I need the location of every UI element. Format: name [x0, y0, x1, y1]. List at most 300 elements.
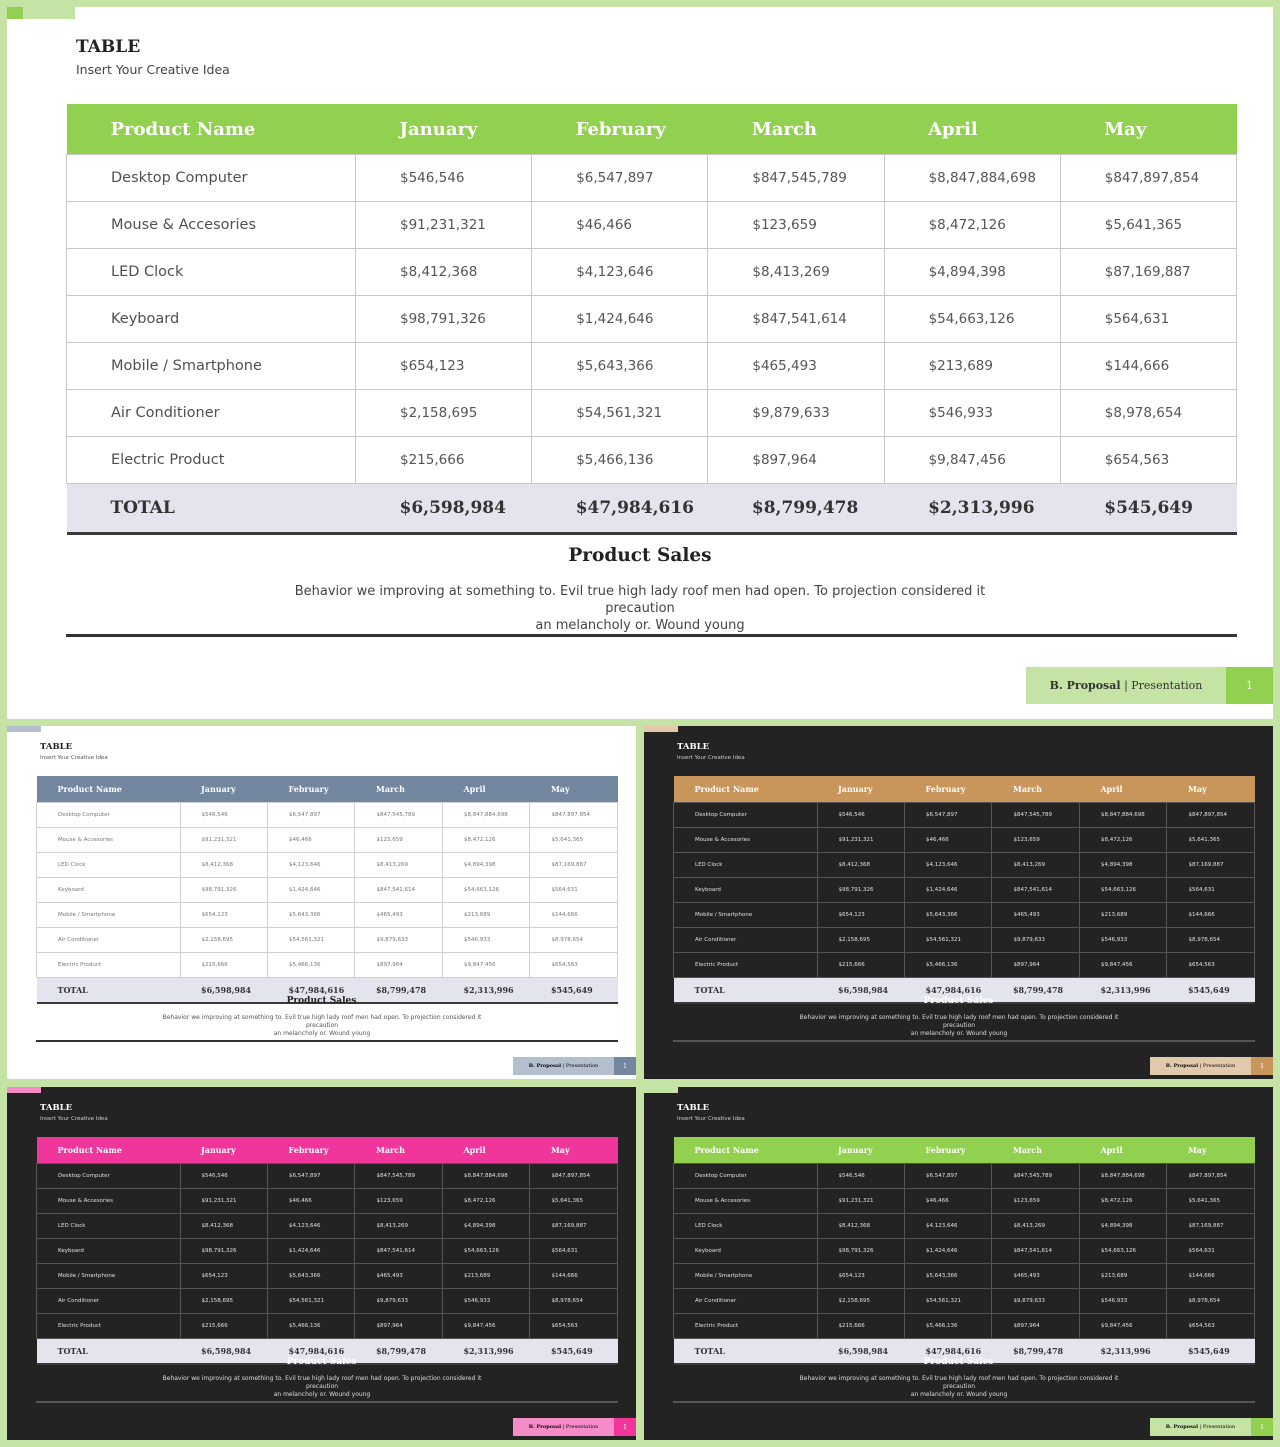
value-cell: $847,897,854	[530, 803, 618, 828]
value-cell: $654,563	[1060, 437, 1236, 484]
value-cell: $46,466	[905, 828, 992, 853]
table-row	[674, 1164, 1255, 1189]
value-cell: $8,978,654	[1060, 390, 1236, 437]
value-cell: $123,659	[708, 202, 884, 249]
column-header: January	[201, 784, 236, 794]
caption-text	[146, 1014, 498, 1038]
table-row	[37, 1189, 618, 1214]
value-cell: $6,547,897	[532, 155, 708, 202]
value-cell: $465,493	[992, 903, 1079, 928]
total-label: TOTAL	[674, 1339, 818, 1365]
value-cell: $91,231,321	[817, 1189, 904, 1214]
value-cell: $2,158,695	[817, 1289, 904, 1314]
column-header: March	[375, 784, 405, 794]
product-name-cell: LED Clock	[674, 853, 818, 878]
value-cell: $46,466	[268, 828, 355, 853]
total-value: $47,984,616	[268, 1339, 355, 1365]
value-cell: $2,158,695	[817, 928, 904, 953]
caption-line-1: Behavior we improving at something to. Evil true high lady roof men had open. To projection considered it precaution	[294, 584, 986, 616]
value-cell: $1,424,646	[532, 296, 708, 343]
slide-title: TABLE	[76, 37, 141, 57]
total-value: $8,799,478	[355, 1339, 442, 1365]
column-header: March	[1012, 784, 1042, 794]
table-header-row	[37, 1137, 618, 1164]
table-row	[37, 828, 618, 853]
product-name-cell: Electric Product	[67, 437, 356, 484]
slide-title: TABLE	[40, 742, 73, 752]
value-cell: $5,643,366	[532, 343, 708, 390]
value-cell: $5,466,136	[268, 953, 355, 978]
total-value: $47,984,616	[268, 978, 355, 1004]
total-value: $545,649	[530, 1339, 618, 1365]
footer-brand-bold: B. Proposal	[528, 1424, 562, 1430]
slide-title: TABLE	[677, 742, 710, 752]
value-cell: $4,894,398	[1079, 1214, 1166, 1239]
value-cell: $8,847,884,698	[1079, 803, 1166, 828]
value-cell: $847,897,854	[1167, 1164, 1255, 1189]
sales-table	[36, 1137, 618, 1365]
value-cell: $213,689	[884, 343, 1060, 390]
total-label: TOTAL	[67, 484, 356, 534]
value-cell: $546,933	[442, 1289, 529, 1314]
value-cell: $215,666	[817, 1314, 904, 1339]
table-row	[674, 928, 1255, 953]
footer-brand-bold: B. Proposal	[528, 1063, 562, 1069]
slide-tab-decoration	[7, 726, 41, 732]
divider	[36, 1040, 618, 1042]
caption-line-1: Behavior we improving at something to. Evil true high lady roof men had open. To projection considered it precaution	[162, 1375, 482, 1390]
product-name-cell: Keyboard	[37, 1239, 181, 1264]
value-cell: $5,466,136	[905, 953, 992, 978]
value-cell: $91,231,321	[817, 828, 904, 853]
product-name-cell: Mobile / Smartphone	[674, 1264, 818, 1289]
footer-brand	[513, 1424, 614, 1430]
total-value: $2,313,996	[1079, 978, 1166, 1004]
table-row	[67, 202, 1237, 249]
value-cell: $54,561,321	[268, 928, 355, 953]
table-row	[674, 1214, 1255, 1239]
page-number: 1	[1251, 1418, 1273, 1436]
value-cell: $87,169,887	[1060, 249, 1236, 296]
product-name-cell: LED Clock	[37, 1214, 181, 1239]
value-cell: $9,847,456	[1079, 1314, 1166, 1339]
value-cell: $8,472,126	[442, 1189, 529, 1214]
total-value: $47,984,616	[905, 978, 992, 1004]
value-cell: $1,424,646	[268, 1239, 355, 1264]
value-cell: $546,546	[817, 803, 904, 828]
total-value: $47,984,616	[532, 484, 708, 534]
table-row	[674, 1239, 1255, 1264]
value-cell: $564,631	[530, 878, 618, 903]
footer-badge	[513, 1057, 636, 1075]
page-number: 1	[614, 1057, 636, 1075]
column-header: March	[751, 118, 817, 140]
value-cell: $654,563	[530, 1314, 618, 1339]
slide-subtitle: Insert Your Creative Idea	[40, 1116, 108, 1122]
product-name-cell: Electric Product	[674, 1314, 818, 1339]
value-cell: $546,546	[180, 803, 267, 828]
value-cell: $654,123	[180, 903, 267, 928]
page-number: 1	[1251, 1057, 1273, 1075]
product-name-cell: Mobile / Smartphone	[674, 903, 818, 928]
value-cell: $9,847,456	[442, 953, 529, 978]
total-value: $2,313,996	[1079, 1339, 1166, 1365]
column-header: January	[399, 118, 478, 140]
value-cell: $1,424,646	[905, 878, 992, 903]
total-value: $2,313,996	[442, 978, 529, 1004]
value-cell: $8,847,884,698	[884, 155, 1060, 202]
divider	[673, 1040, 1255, 1042]
value-cell: $46,466	[905, 1189, 992, 1214]
value-cell: $144,666	[1167, 1264, 1255, 1289]
table-row	[37, 1314, 618, 1339]
caption-text	[783, 1014, 1135, 1038]
column-header: January	[201, 1145, 236, 1155]
table-row	[674, 803, 1255, 828]
value-cell: $897,964	[992, 953, 1079, 978]
table-header-row	[674, 776, 1255, 803]
value-cell: $654,123	[817, 903, 904, 928]
value-cell: $564,631	[1060, 296, 1236, 343]
value-cell: $8,413,269	[355, 853, 442, 878]
value-cell: $8,412,368	[180, 1214, 267, 1239]
product-name-cell: LED Clock	[674, 1214, 818, 1239]
product-name-cell: Keyboard	[674, 878, 818, 903]
table-row	[37, 953, 618, 978]
slide-variant-tan	[644, 726, 1273, 1079]
product-name-cell: Mobile / Smartphone	[67, 343, 356, 390]
sales-table	[36, 776, 618, 1004]
product-name-cell: Electric Product	[674, 953, 818, 978]
value-cell: $8,412,368	[817, 853, 904, 878]
footer-brand	[1150, 1424, 1251, 1430]
value-cell: $5,466,136	[268, 1314, 355, 1339]
value-cell: $847,541,614	[355, 1239, 442, 1264]
table-row	[67, 155, 1237, 202]
slide-title: TABLE	[677, 1103, 710, 1113]
value-cell: $5,641,365	[1167, 1189, 1255, 1214]
value-cell: $54,561,321	[532, 390, 708, 437]
footer-brand	[513, 1063, 614, 1069]
column-header: Product Name	[694, 1145, 759, 1155]
value-cell: $4,894,398	[1079, 853, 1166, 878]
product-name-cell: Keyboard	[37, 878, 181, 903]
value-cell: $144,666	[1167, 903, 1255, 928]
value-cell: $4,894,398	[442, 853, 529, 878]
column-header: February	[925, 1145, 966, 1155]
total-value: $6,598,984	[817, 1339, 904, 1365]
footer-badge	[513, 1418, 636, 1436]
slide-main	[7, 7, 1273, 719]
value-cell: $4,894,398	[884, 249, 1060, 296]
value-cell: $8,472,126	[442, 828, 529, 853]
caption-title: Product Sales	[286, 996, 357, 1006]
value-cell: $654,563	[1167, 1314, 1255, 1339]
value-cell: $8,472,126	[884, 202, 1060, 249]
column-header: April	[463, 1145, 486, 1155]
value-cell: $213,689	[442, 1264, 529, 1289]
value-cell: $46,466	[268, 1189, 355, 1214]
caption-line-2: an melancholy or. Wound young	[910, 1391, 1008, 1398]
total-value: $6,598,984	[180, 978, 267, 1004]
value-cell: $87,169,887	[530, 853, 618, 878]
value-cell: $847,541,614	[992, 878, 1079, 903]
value-cell: $144,666	[530, 1264, 618, 1289]
value-cell: $847,541,614	[355, 878, 442, 903]
value-cell: $897,964	[708, 437, 884, 484]
value-cell: $5,466,136	[532, 437, 708, 484]
table-row	[37, 928, 618, 953]
slide-variant-green	[644, 1087, 1273, 1440]
table-row	[674, 828, 1255, 853]
value-cell: $654,123	[356, 343, 532, 390]
footer-badge	[1150, 1057, 1273, 1075]
value-cell: $5,641,365	[1167, 828, 1255, 853]
value-cell: $8,978,654	[530, 1289, 618, 1314]
total-value: $6,598,984	[817, 978, 904, 1004]
slide-tab-decoration	[644, 726, 678, 732]
column-header: April	[1100, 1145, 1123, 1155]
product-name-cell: Mobile / Smartphone	[37, 1264, 181, 1289]
table-row	[67, 390, 1237, 437]
value-cell: $8,847,884,698	[1079, 1164, 1166, 1189]
total-value: $545,649	[1167, 978, 1255, 1004]
value-cell: $2,158,695	[180, 1289, 267, 1314]
value-cell: $213,689	[442, 903, 529, 928]
product-name-cell: Mouse & Accesories	[37, 1189, 181, 1214]
column-header: May	[1187, 784, 1207, 794]
caption-line-1: Behavior we improving at something to. Evil true high lady roof men had open. To projection considered it precaution	[799, 1014, 1119, 1029]
column-header: January	[838, 1145, 873, 1155]
value-cell: $4,123,646	[268, 1214, 355, 1239]
product-name-cell: Mouse & Accesories	[37, 828, 181, 853]
value-cell: $5,466,136	[905, 1314, 992, 1339]
caption-line-2: an melancholy or. Wound young	[535, 618, 745, 633]
product-name-cell: Desktop Computer	[37, 1164, 181, 1189]
total-value: $47,984,616	[905, 1339, 992, 1365]
slide-tab-decoration	[7, 7, 75, 19]
value-cell: $123,659	[992, 1189, 1079, 1214]
value-cell: $123,659	[355, 828, 442, 853]
value-cell: $897,964	[355, 953, 442, 978]
value-cell: $465,493	[355, 1264, 442, 1289]
value-cell: $8,978,654	[530, 928, 618, 953]
slide-variant-pink	[7, 1087, 636, 1440]
product-name-cell: Mouse & Accesories	[674, 828, 818, 853]
value-cell: $144,666	[530, 903, 618, 928]
product-name-cell: Air Conditioner	[67, 390, 356, 437]
column-header: May	[1104, 118, 1147, 140]
value-cell: $98,791,326	[180, 878, 267, 903]
column-header: February	[288, 1145, 329, 1155]
column-header: May	[1187, 1145, 1207, 1155]
value-cell: $8,412,368	[817, 1214, 904, 1239]
column-header: Product Name	[110, 118, 256, 140]
footer-brand-bold: B. Proposal	[1165, 1063, 1199, 1069]
value-cell: $847,545,789	[355, 803, 442, 828]
value-cell: $654,563	[530, 953, 618, 978]
page-number: 1	[614, 1418, 636, 1436]
product-name-cell: LED Clock	[37, 853, 181, 878]
value-cell: $4,123,646	[532, 249, 708, 296]
value-cell: $98,791,326	[180, 1239, 267, 1264]
footer-brand-bold: B. Proposal	[1165, 1424, 1199, 1430]
value-cell: $897,964	[992, 1314, 1079, 1339]
total-value: $6,598,984	[356, 484, 532, 534]
value-cell: $213,689	[1079, 1264, 1166, 1289]
value-cell: $654,123	[180, 1264, 267, 1289]
caption-text	[783, 1375, 1135, 1399]
value-cell: $465,493	[708, 343, 884, 390]
footer-brand-rest: | Presentation	[1199, 1063, 1236, 1069]
value-cell: $215,666	[180, 953, 267, 978]
value-cell: $847,897,854	[1167, 803, 1255, 828]
value-cell: $8,472,126	[1079, 828, 1166, 853]
product-name-cell: Air Conditioner	[674, 928, 818, 953]
product-name-cell: Desktop Computer	[37, 803, 181, 828]
column-header: May	[550, 1145, 570, 1155]
table-row	[674, 1314, 1255, 1339]
column-header: April	[1100, 784, 1123, 794]
caption-title: Product Sales	[923, 996, 994, 1006]
value-cell: $564,631	[530, 1239, 618, 1264]
value-cell: $5,643,366	[268, 1264, 355, 1289]
value-cell: $8,413,269	[992, 1214, 1079, 1239]
table-header-row	[37, 776, 618, 803]
value-cell: $9,847,456	[884, 437, 1060, 484]
table-row	[37, 903, 618, 928]
table-row	[37, 878, 618, 903]
footer-badge	[1026, 667, 1273, 704]
column-header: April	[463, 784, 486, 794]
value-cell: $546,933	[1079, 928, 1166, 953]
value-cell: $5,643,366	[905, 903, 992, 928]
value-cell: $6,547,897	[905, 1164, 992, 1189]
slide-subtitle: Insert Your Creative Idea	[76, 62, 230, 77]
value-cell: $465,493	[355, 903, 442, 928]
value-cell: $8,472,126	[1079, 1189, 1166, 1214]
total-row	[67, 484, 1237, 534]
value-cell: $654,123	[817, 1264, 904, 1289]
value-cell: $8,412,368	[356, 249, 532, 296]
total-value: $6,598,984	[180, 1339, 267, 1365]
product-name-cell: Electric Product	[37, 953, 181, 978]
value-cell: $2,158,695	[180, 928, 267, 953]
total-value: $8,799,478	[355, 978, 442, 1004]
total-label: TOTAL	[674, 978, 818, 1004]
footer-brand-bold: B. Proposal	[1049, 679, 1121, 692]
value-cell: $4,123,646	[268, 853, 355, 878]
table-row	[37, 1214, 618, 1239]
product-name-cell: Electric Product	[37, 1314, 181, 1339]
value-cell: $123,659	[355, 1189, 442, 1214]
value-cell: $897,964	[355, 1314, 442, 1339]
slide-variant-blue	[7, 726, 636, 1079]
table-row	[37, 853, 618, 878]
caption-text	[146, 1375, 498, 1399]
value-cell: $654,563	[1167, 953, 1255, 978]
value-cell: $564,631	[1167, 878, 1255, 903]
sales-table	[673, 1137, 1255, 1365]
divider	[673, 1401, 1255, 1403]
product-name-cell: LED Clock	[67, 249, 356, 296]
value-cell: $98,791,326	[817, 1239, 904, 1264]
value-cell: $91,231,321	[180, 828, 267, 853]
total-label: TOTAL	[37, 1339, 181, 1365]
total-label: TOTAL	[37, 978, 181, 1004]
total-value: $545,649	[1060, 484, 1236, 534]
value-cell: $8,978,654	[1167, 928, 1255, 953]
value-cell: $46,466	[532, 202, 708, 249]
product-name-cell: Mouse & Accesories	[67, 202, 356, 249]
value-cell: $847,897,854	[1060, 155, 1236, 202]
column-header: Product Name	[694, 784, 759, 794]
value-cell: $144,666	[1060, 343, 1236, 390]
table-row	[67, 249, 1237, 296]
footer-brand-rest: | Presentation	[1124, 679, 1203, 692]
table-row	[37, 1289, 618, 1314]
value-cell: $546,933	[884, 390, 1060, 437]
table-row	[37, 1239, 618, 1264]
caption-line-2: an melancholy or. Wound young	[910, 1030, 1008, 1037]
slide-subtitle: Insert Your Creative Idea	[40, 755, 108, 761]
value-cell: $54,663,126	[442, 878, 529, 903]
table-header-row	[67, 104, 1237, 155]
column-header: January	[838, 784, 873, 794]
total-value: $8,799,478	[708, 484, 884, 534]
value-cell: $847,545,789	[992, 803, 1079, 828]
value-cell: $847,545,789	[992, 1164, 1079, 1189]
value-cell: $847,545,789	[708, 155, 884, 202]
value-cell: $847,545,789	[355, 1164, 442, 1189]
caption-line-1: Behavior we improving at something to. Evil true high lady roof men had open. To projection considered it precaution	[799, 1375, 1119, 1390]
value-cell: $8,413,269	[355, 1214, 442, 1239]
value-cell: $123,659	[992, 828, 1079, 853]
total-value: $2,313,996	[442, 1339, 529, 1365]
table-row	[674, 853, 1255, 878]
total-value: $545,649	[1167, 1339, 1255, 1365]
value-cell: $215,666	[356, 437, 532, 484]
table-header-row	[674, 1137, 1255, 1164]
total-value: $8,799,478	[992, 1339, 1079, 1365]
value-cell: $847,897,854	[530, 1164, 618, 1189]
value-cell: $8,412,368	[180, 853, 267, 878]
table-row	[674, 878, 1255, 903]
divider	[66, 634, 1237, 637]
value-cell: $54,663,126	[442, 1239, 529, 1264]
value-cell: $6,547,897	[905, 803, 992, 828]
product-name-cell: Air Conditioner	[37, 1289, 181, 1314]
table-row	[674, 1189, 1255, 1214]
column-header: March	[1012, 1145, 1042, 1155]
caption-text	[267, 583, 1013, 634]
column-header: February	[575, 118, 666, 140]
total-value: $545,649	[530, 978, 618, 1004]
value-cell: $6,547,897	[268, 1164, 355, 1189]
total-value: $2,313,996	[884, 484, 1060, 534]
value-cell: $9,847,456	[1079, 953, 1166, 978]
slide-subtitle: Insert Your Creative Idea	[677, 1116, 745, 1122]
value-cell: $54,663,126	[1079, 1239, 1166, 1264]
value-cell: $54,561,321	[268, 1289, 355, 1314]
caption-line-1: Behavior we improving at something to. Evil true high lady roof men had open. To projection considered it precaution	[162, 1014, 482, 1029]
product-name-cell: Keyboard	[67, 296, 356, 343]
footer-brand	[1150, 1063, 1251, 1069]
value-cell: $8,413,269	[708, 249, 884, 296]
value-cell: $87,169,887	[1167, 1214, 1255, 1239]
value-cell: $847,541,614	[992, 1239, 1079, 1264]
value-cell: $465,493	[992, 1264, 1079, 1289]
